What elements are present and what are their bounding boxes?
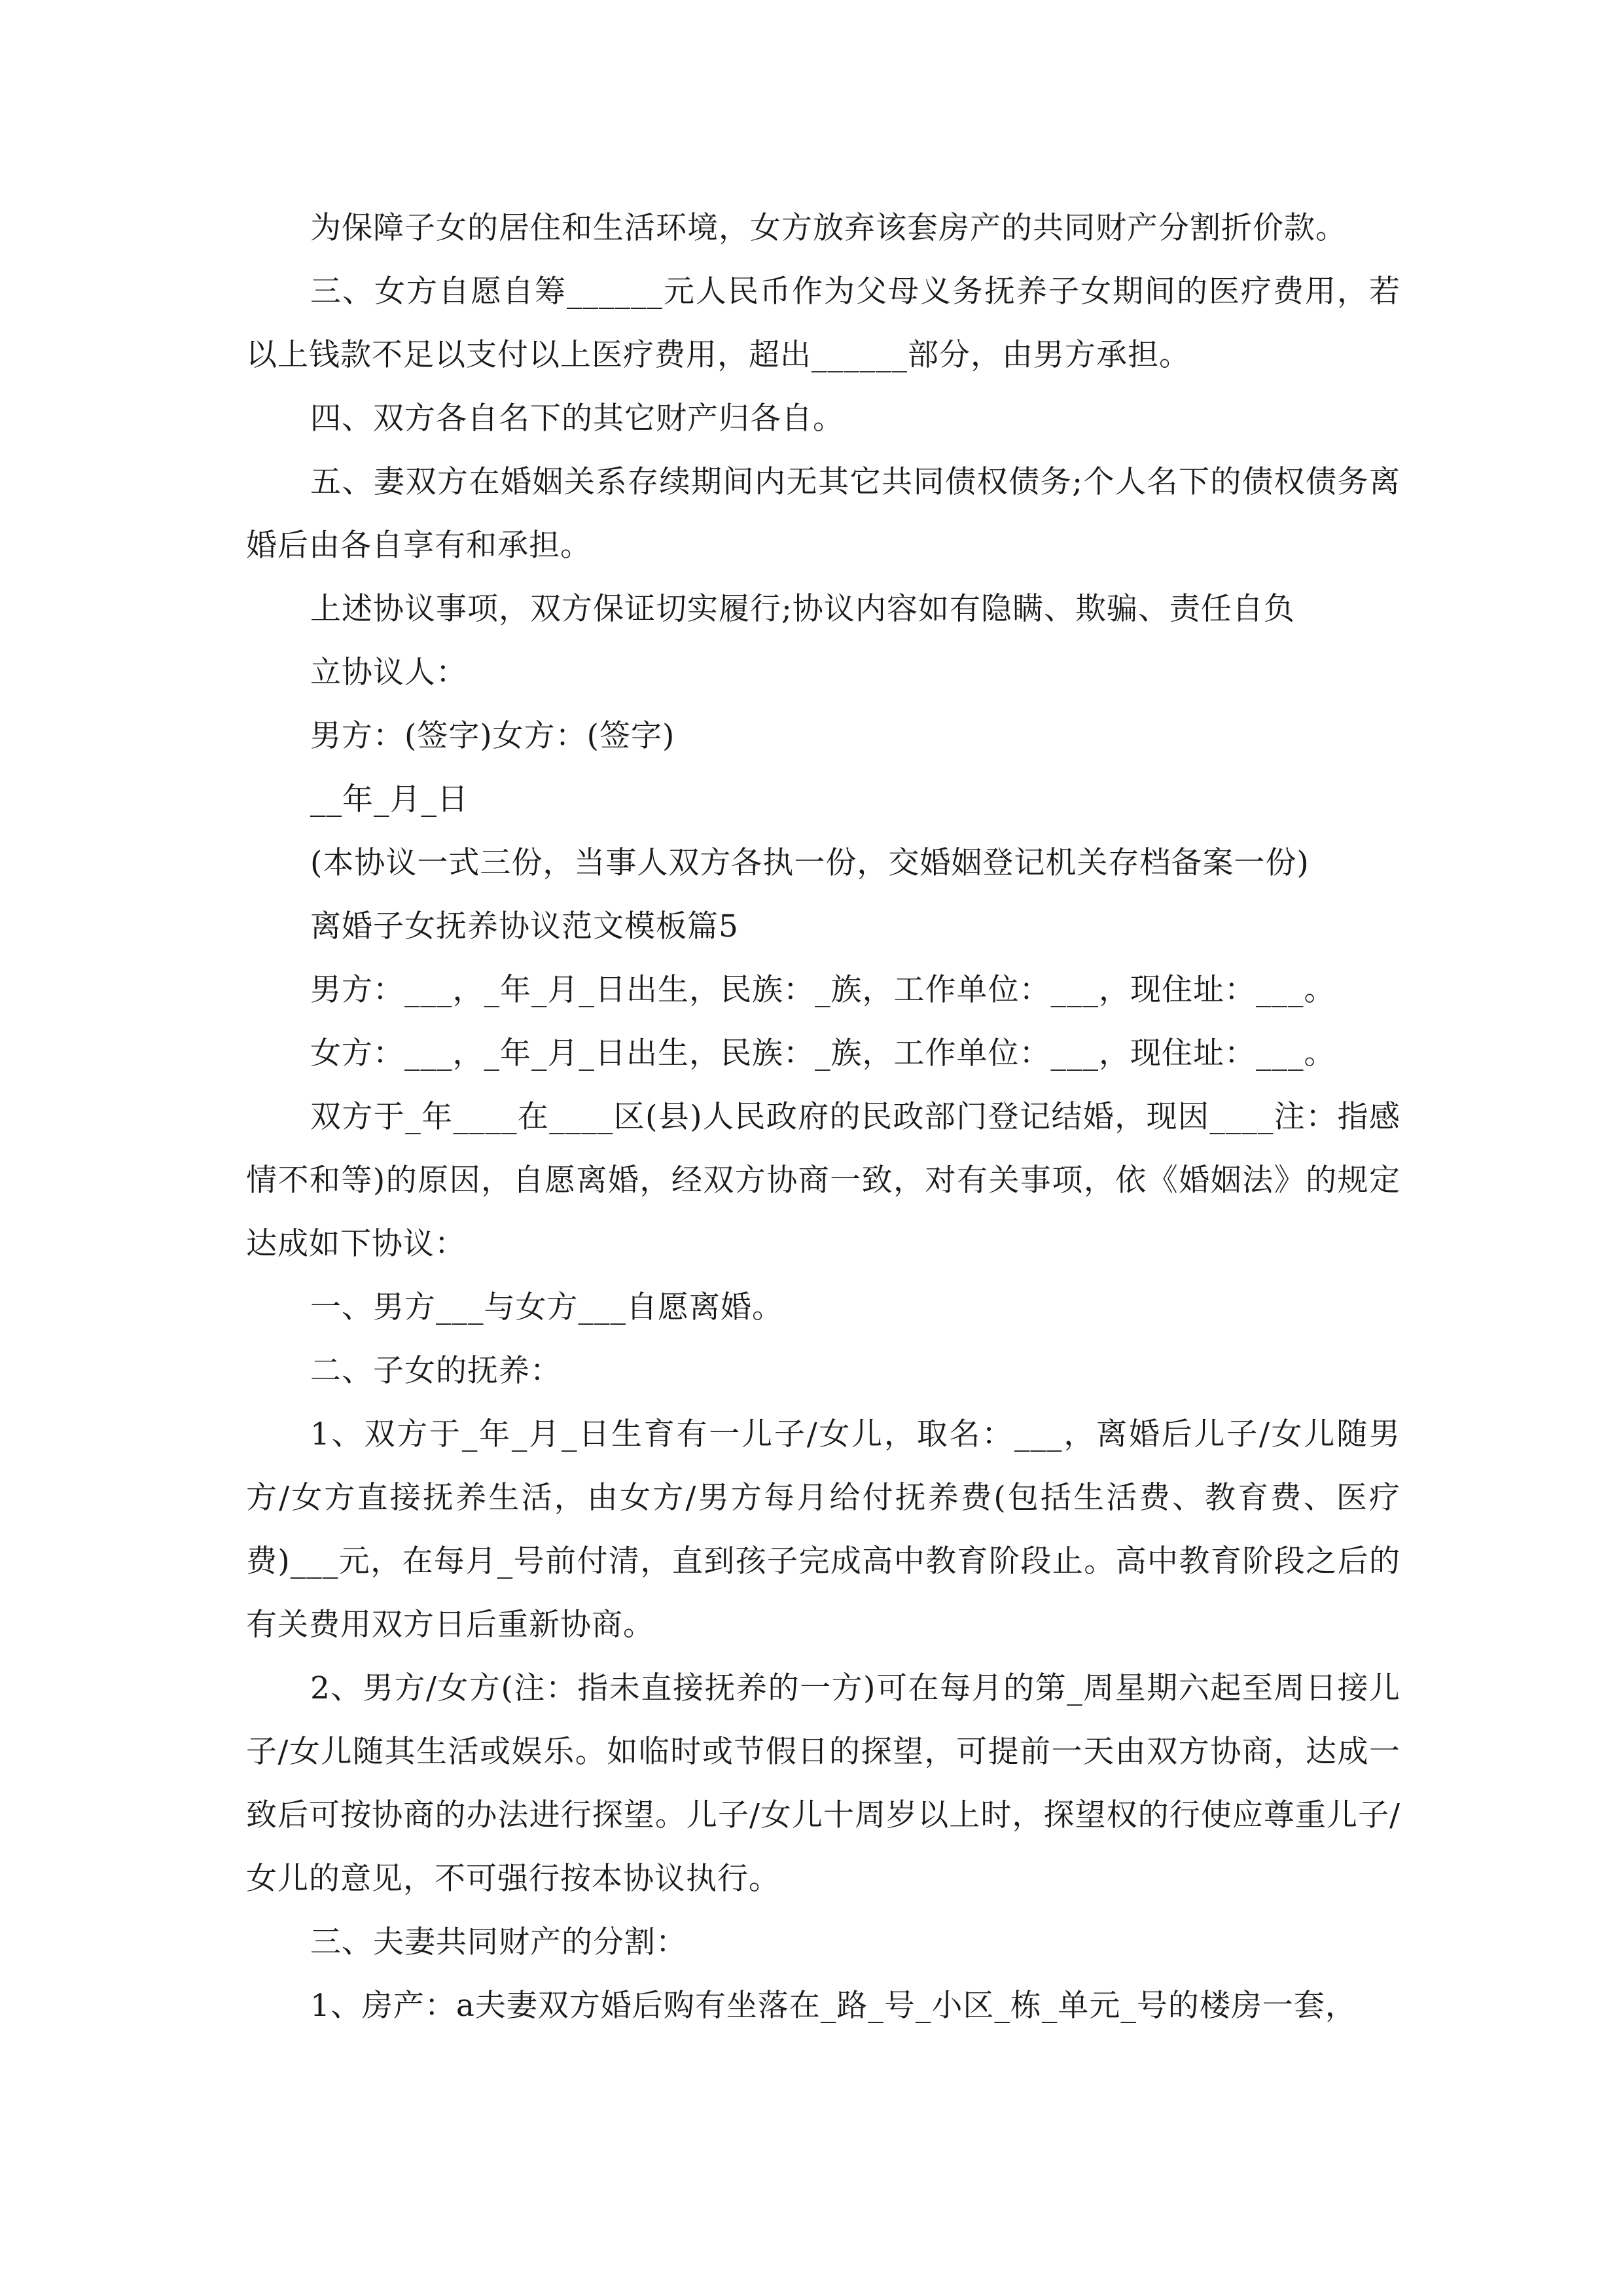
paragraph: 上述协议事项，双方保证切实履行;协议内容如有隐瞒、欺骗、责任自负: [310, 591, 1295, 627]
paragraph: 二、子女的抚养：: [310, 1353, 562, 1389]
paragraph: 双方于_年____在____区(县)人民政府的民政部门登记结婚，现因____注：指感情不和等)的原因，自愿离婚，经双方协商一致，对有关事项，依《婚姻法》的规定达成如下协议：: [246, 1099, 1400, 1262]
paragraph: 五、妻双方在婚姻关系存续期间内无其它共同债权债务;个人名下的债权债务离婚后由各自享有和承担。: [246, 464, 1400, 564]
signatory-heading: 立协议人：: [310, 655, 467, 691]
document-body: [246, 196, 1400, 2037]
paragraph: 三、女方自愿自筹______元人民币作为父母义务抚养子女期间的医疗费用，若以上钱款不足以支付以上医疗费用，超出______部分，由男方承担。: [246, 274, 1400, 373]
party-female: 女方：___，_年_月_日出生，民族：_族，工作单位：___，现住址：___。: [310, 1035, 1336, 1071]
copies-note: (本协议一式三份，当事人双方各执一份，交婚姻登记机关存档备案一份): [310, 845, 1310, 881]
section-title: 离婚子女抚养协议范文模板篇5: [310, 908, 739, 944]
paragraph: 四、双方各自名下的其它财产归各自。: [310, 401, 844, 437]
paragraph: 1、双方于_年_月_日生育有一儿子/女儿，取名：___，离婚后儿子/女儿随男方/女方直接抚养生活，由女方/男方每月给付抚养费(包括生活费、教育费、医疗费)___元，在每月_号前付清，直到孩子完成高中教育阶段止。高中教育阶段之后的有关费用双方日后重新协商。: [246, 1416, 1400, 1643]
paragraph: 1、房产：a夫妻双方婚后购有坐落在_路_号_小区_栋_单元_号的楼房一套，: [310, 1988, 1357, 2024]
date-line: __年_月_日: [310, 781, 469, 817]
party-male: 男方：___，_年_月_日出生，民族：_族，工作单位：___，现住址：___。: [310, 972, 1336, 1008]
signature-line: 男方：(签字)女方：(签字): [310, 718, 675, 754]
paragraph: 一、男方___与女方___自愿离婚。: [310, 1289, 783, 1325]
paragraph: 2、男方/女方(注：指未直接抚养的一方)可在每月的第_周星期六起至周日接儿子/女儿随其生活或娱乐。如临时或节假日的探望，可提前一天由双方协商，达成一致后可按协商的办法进行探望。儿子/女儿十周岁以上时，探望权的行使应尊重儿子/女儿的意见，不可强行按本协议执行。: [246, 1670, 1400, 1897]
paragraph: 三、夫妻共同财产的分割：: [310, 1924, 687, 1960]
paragraph: 为保障子女的居住和生活环境，女方放弃该套房产的共同财产分割折价款。: [310, 210, 1347, 246]
